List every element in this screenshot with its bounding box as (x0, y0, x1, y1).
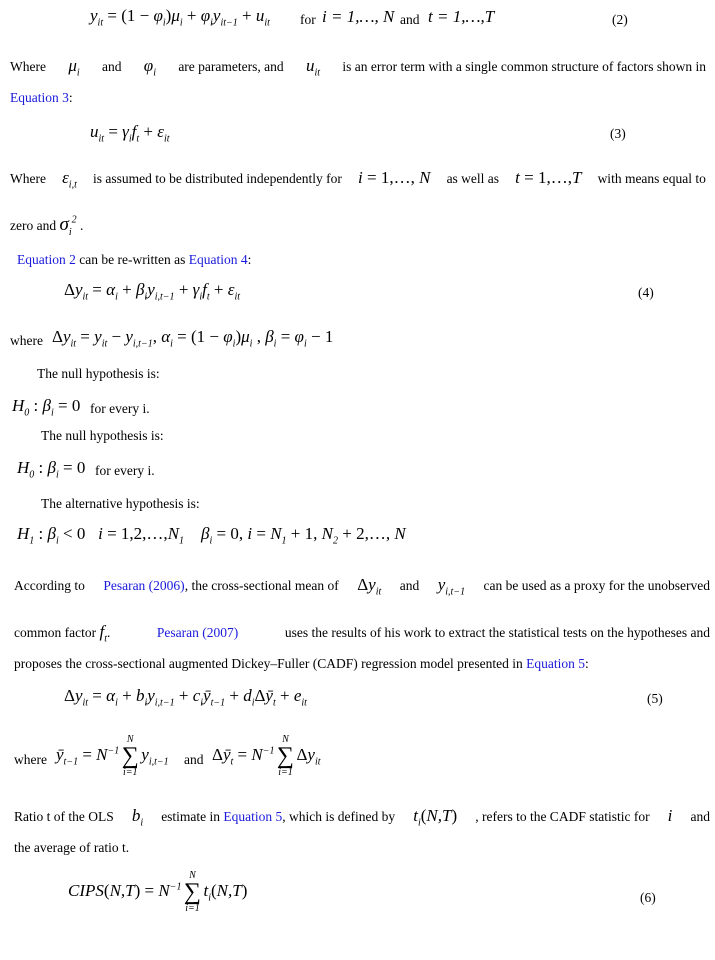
equation-2-link[interactable]: Equation 2 (17, 252, 76, 267)
null-hypothesis-1-formula: $H_0$ : $\beta_i = 0$ (12, 396, 81, 419)
null-hypothesis-2-formula: $H_0$ : $\beta_i = 0$ (17, 458, 86, 481)
equation-2 (0, 6, 715, 32)
equation-3 (0, 122, 715, 146)
cross-sectional-text: , the cross-sectional mean of (184, 578, 339, 593)
epsilon-symbol: $\varepsilon_{i,t}$ (62, 168, 77, 191)
and-word: and (101, 59, 122, 74)
equation-5 (0, 686, 715, 712)
paragraph-4-line-1 (0, 575, 715, 598)
paragraph-2-text-3: with means equal to (597, 171, 706, 186)
zero-and-text: zero and (10, 218, 57, 233)
null-hypothesis-1-tail: for every i. (90, 401, 150, 416)
where-word: where (10, 333, 43, 348)
paragraph-1-line-1 (0, 56, 715, 79)
colon: : (247, 252, 252, 267)
phi-symbol: $\varphi_i$ (143, 56, 156, 79)
proxy-text: can be used as a proxy for the unobserved (483, 578, 710, 593)
equation-6-formula: CIPS(N,T) = $N^{-1}$ N ∑ i=1 $t_i(N,T)$ (68, 870, 248, 914)
t-statistic-symbol: $t_i(N,T)$ (413, 806, 458, 829)
equation-4-definitions (0, 327, 715, 353)
null-hypothesis-2-tail: for every i. (95, 463, 155, 478)
sigma-squared-symbol: $\sigma_i^2$ (59, 214, 77, 238)
null-hypothesis-1 (0, 396, 715, 420)
paragraph-3-text: can be re-written as (79, 252, 186, 267)
colon: : (68, 90, 73, 105)
equation-5-formula: $\Delta y_{it} = \alpha_i + b_iy_{i,t-1}$ + $c_iȳ_{t-1}$ + $d_i\Delta ȳ_t + e_{it}$ (64, 686, 307, 709)
equation-5-link[interactable]: Equation 5 (223, 809, 283, 824)
defined-by-text: , which is defined by (282, 809, 396, 824)
paragraph-4-line-2: common factor $f_t$. Pesaran (2007) uses the results of his work to extract the statistical tests on the hypotheses and (14, 622, 710, 645)
paragraph-1-text-1: are parameters, and (178, 59, 284, 74)
equation-2-formula: $y_{it} = (1 - \varphi_i)\mu_i + \varphi_iy_{it-1} + u_{it}$ (90, 6, 270, 29)
estimate-in-text: estimate in (161, 809, 221, 824)
null-hypothesis-2 (0, 458, 715, 482)
pesaran-2007-link[interactable]: Pesaran (2007) (156, 625, 239, 640)
paragraph-2-line-1 (0, 168, 715, 191)
alternative-hypothesis-formula: $H_1$ : $\beta_i < 0$ $i = 1,2,\dots,N_1$ $\beta_i = 0$, $i = N_1 + 1$, $N_2$ + 2,…, N (17, 524, 406, 547)
b-symbol: $b_i$ (131, 806, 144, 829)
null-hypothesis-label-1: The null hypothesis is: (37, 366, 160, 381)
equation-5-definitions (0, 730, 715, 782)
equation-3-link[interactable]: Equation 3 (10, 90, 69, 105)
equation-2-t-range: t = 1,…,T (428, 7, 495, 26)
equation-2-number: (2) (612, 12, 628, 27)
paragraph-5-line-2: the average of ratio t. (14, 840, 130, 855)
paragraph-3 (0, 252, 715, 268)
equation-4-definitions-formula: $\Delta y_{it} = y_{it} - y_{i,t-1}$, $\alpha_i = (1 - \varphi_i)\mu_i$ , $\beta_i = \varphi_i - 1$ (52, 327, 334, 350)
and-word: and (399, 578, 420, 593)
equation-5-link[interactable]: Equation 5 (526, 656, 585, 671)
equation-4-number: (4) (638, 285, 654, 300)
mu-symbol: $\mu_i$ (68, 56, 80, 79)
equation-6 (0, 868, 715, 922)
colon: : (585, 656, 589, 671)
where-word: Where (10, 59, 46, 74)
null-hypothesis-label-2: The null hypothesis is: (41, 428, 164, 443)
according-to-text: According to (14, 578, 85, 593)
paragraph-2-text-1: is assumed to be distributed independently for (92, 171, 342, 186)
cadf-text: , refers to the CADF statistic for (475, 809, 650, 824)
equation-5-number: (5) (647, 691, 663, 706)
paragraph-4-line-3-text: proposes the cross-sectional augmented Dickey–Fuller (CADF) regression model presented in (14, 656, 523, 671)
equation-3-number: (3) (610, 126, 626, 141)
ratio-t-text: Ratio t of the OLS (14, 809, 114, 824)
paragraph-4-line-2-tail: uses the results of his work to extract the statistical tests on the hypotheses and (284, 625, 710, 640)
u-symbol: $u_{it}$ (305, 56, 321, 79)
pesaran-2006-link[interactable]: Pesaran (2006) (103, 578, 185, 593)
paragraph-2-line-2 (0, 214, 715, 236)
equation-4 (0, 280, 715, 306)
equation-6-number: (6) (640, 890, 656, 905)
and-word: and (690, 809, 710, 824)
i-range: i = 1,…, N (358, 168, 431, 187)
equation-2-and: and (400, 12, 420, 27)
delta-y-symbol: $\Delta y_{it}$ (357, 575, 382, 598)
equation-4-formula: $\Delta y_{it} = \alpha_i + \beta_iy_{i,t-1} + \gamma_if_t + \varepsilon_{it}$ (64, 280, 241, 303)
period: . (80, 218, 84, 233)
common-factor-text: common factor (14, 625, 97, 640)
alternative-hypothesis-label: The alternative hypothesis is: (41, 496, 200, 511)
paragraph-4-line-3 (0, 656, 715, 672)
where-word: where (14, 752, 47, 767)
i-symbol: i (667, 806, 673, 825)
t-range: t = 1,…,T (515, 168, 582, 187)
paragraph-1-line-2 (0, 90, 715, 106)
ybar-definition: $ȳ_{t-1} = N^{-1}$ N ∑ i=1 $y_{i,t-1}$ (56, 734, 169, 778)
where-word: Where (10, 171, 46, 186)
f-symbol: $f_t$ (99, 622, 107, 645)
equation-4-link[interactable]: Equation 4 (188, 252, 248, 267)
equation-2-i-range: i = 1,…, N (322, 7, 395, 26)
delta-ybar-definition: $\Delta ȳ_t = N^{-1}$ N ∑ i=1 $\Delta y_{it}$ (212, 734, 321, 778)
y-lag-symbol: $y_{i,t-1}$ (437, 575, 466, 598)
equation-3-formula: $u_{it} = \gamma_if_t + \varepsilon_{it}$ (90, 122, 170, 145)
and-word: and (184, 752, 204, 767)
paragraph-5-line-1 (0, 806, 715, 829)
paragraph-1-text-2: is an error term with a single common structure of factors shown in (342, 59, 706, 74)
equation-2-for: for (300, 12, 316, 27)
alternative-hypothesis (0, 524, 715, 550)
paragraph-2-text-2: as well as (446, 171, 500, 186)
